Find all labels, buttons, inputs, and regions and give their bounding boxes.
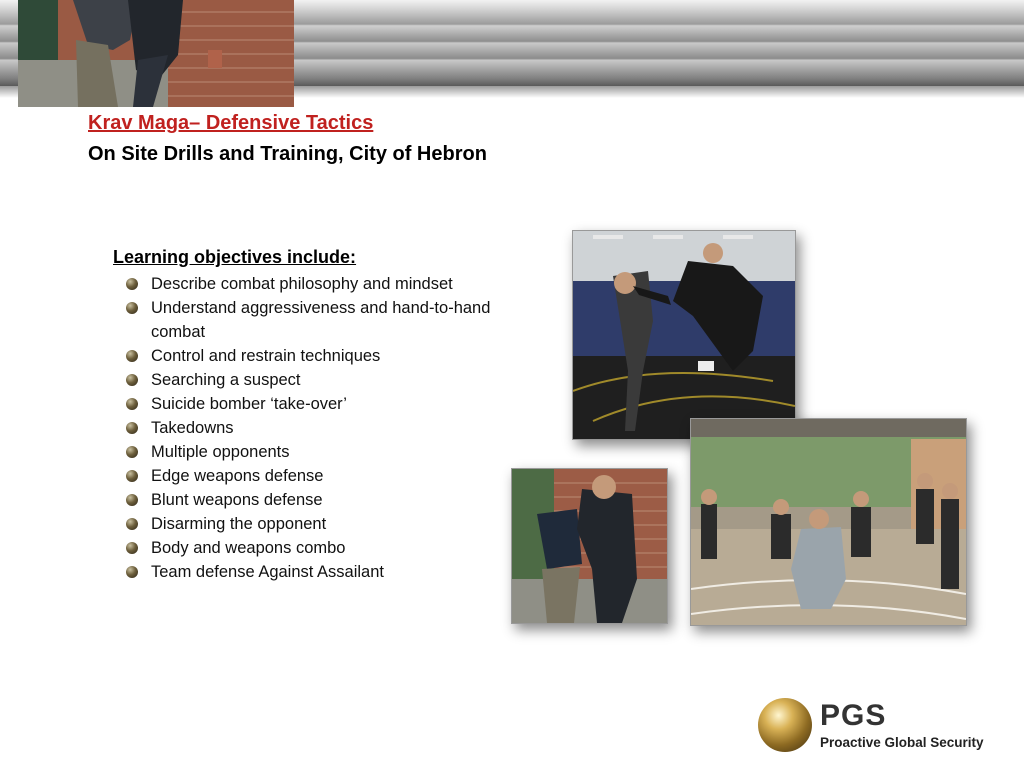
objective-item — [126, 560, 546, 584]
bullet-icon — [126, 566, 138, 578]
bullet-icon — [126, 422, 138, 434]
objective-text: Suicide bomber ‘take-over’ — [151, 395, 347, 413]
objectives-list — [126, 272, 546, 584]
objective-text: Team defense Against Assailant — [151, 563, 384, 581]
bullet-icon — [126, 398, 138, 410]
objective-item — [126, 296, 546, 344]
objective-item — [126, 488, 546, 512]
logo-company-name: Proactive Global Security — [820, 735, 984, 750]
photo-grapple-drill — [511, 468, 668, 624]
objective-text: Edge weapons defense — [151, 467, 324, 485]
bullet-icon — [126, 350, 138, 362]
objective-text: Blunt weapons defense — [151, 491, 323, 509]
objective-item — [126, 512, 546, 536]
bullet-icon — [126, 302, 138, 314]
objective-item — [126, 416, 546, 440]
objective-text: Multiple opponents — [151, 443, 290, 461]
bullet-icon — [126, 542, 138, 554]
objective-item — [126, 272, 546, 296]
bullet-icon — [126, 494, 138, 506]
objective-text: Understand aggressiveness and hand-to-hand combat — [151, 299, 491, 341]
top-photo — [18, 0, 294, 107]
objective-item — [126, 536, 546, 560]
objective-item — [126, 368, 546, 392]
bullet-icon — [126, 470, 138, 482]
objective-item — [126, 464, 546, 488]
objective-text: Takedowns — [151, 419, 234, 437]
logo-abbreviation: PGS — [820, 699, 887, 732]
objective-text: Body and weapons combo — [151, 539, 346, 557]
slide-title: Krav Maga– Defensive Tactics — [88, 112, 374, 134]
globe-icon — [758, 698, 812, 752]
bullet-icon — [126, 278, 138, 290]
objective-item — [126, 344, 546, 368]
bullet-icon — [126, 518, 138, 530]
pgs-logo — [758, 698, 998, 756]
photo-kick-drill — [572, 230, 796, 440]
objective-item — [126, 440, 546, 464]
photo-group-training — [690, 418, 967, 626]
objective-text: Disarming the opponent — [151, 515, 327, 533]
objective-item — [126, 392, 546, 416]
objective-text: Describe combat philosophy and mindset — [151, 275, 453, 293]
slide-subtitle: On Site Drills and Training, City of Hebron — [88, 143, 487, 165]
bullet-icon — [126, 374, 138, 386]
objective-text: Control and restrain techniques — [151, 347, 381, 365]
objective-text: Searching a suspect — [151, 371, 301, 389]
bullet-icon — [126, 446, 138, 458]
objectives-heading: Learning objectives include: — [113, 247, 357, 267]
